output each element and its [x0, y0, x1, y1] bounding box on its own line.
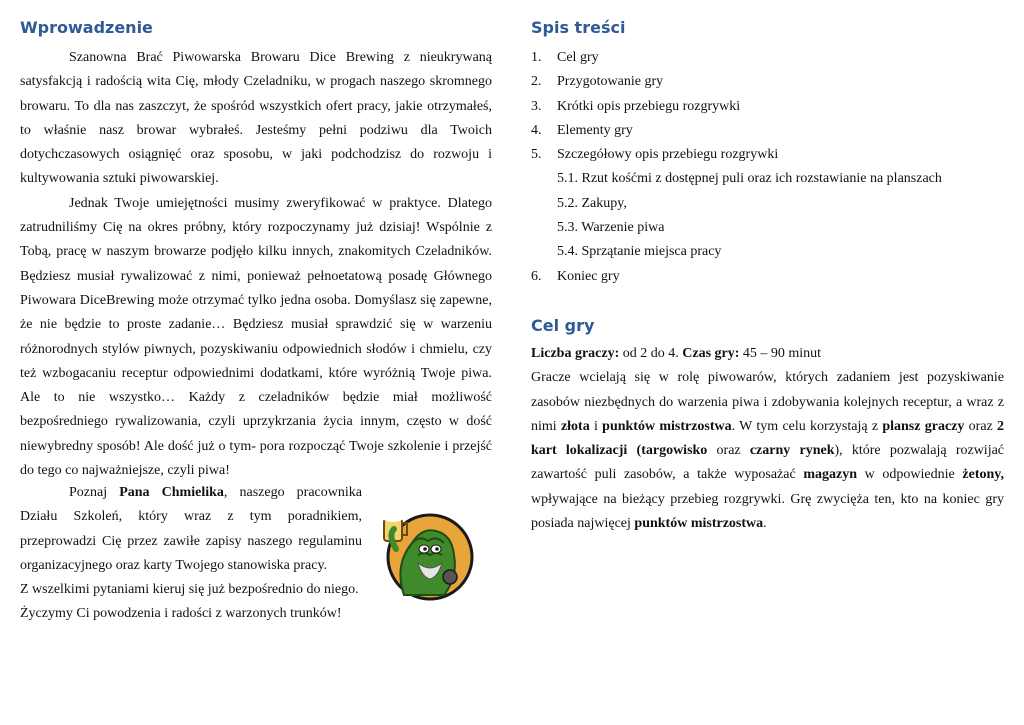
goal-bold: złota — [560, 418, 590, 434]
toc-item-number: 1. — [531, 50, 542, 65]
toc-item-label: Elementy gry — [557, 122, 633, 138]
toc-item-number: 2. — [531, 74, 542, 90]
toc-item-number: 5. — [531, 147, 542, 163]
toc-item-number: 3. — [531, 98, 542, 114]
mascot-name: Pana Chmielika — [119, 485, 224, 500]
table-of-contents — [531, 46, 1004, 289]
goal-heading: Cel gry — [531, 316, 595, 335]
toc-item-number: 4. — [531, 122, 542, 138]
intro-paragraph-5: Życzymy Ci powodzenia i radości z warzonych trunków! — [20, 606, 342, 622]
intro-mascot-text — [20, 481, 362, 627]
toc-item[interactable] — [531, 95, 1004, 119]
hop-mascot-with-beer-icon — [374, 505, 474, 601]
goal-section — [531, 342, 1004, 536]
toc-item-label: Szczegółowy opis przebiegu rozgrywki — [557, 147, 779, 163]
intro-text-span: , naszego pracownika Działu Szkoleń, który wraz z tym poradnikiem, przeprowadzi Cię przez zawiłe zapisy naszego regulaminu organizacyjnego oraz karty Twojego stanowiska pracy. — [20, 485, 362, 573]
toc-subitem[interactable]: 5.1. Rzut kośćmi z dostępnej puli oraz ich rozstawianie na planszach — [557, 171, 942, 187]
goal-bold: punktów mistrzostwa — [602, 418, 732, 434]
goal-paragraph — [531, 366, 1004, 536]
intro-text-span: Poznaj — [69, 485, 120, 500]
goal-text: wpływające na bieżący przebieg rozgrywki. Grę zwycięża ten, kto na koniec gry posiada najwięcej — [531, 491, 1004, 532]
toc-item[interactable] — [531, 143, 1004, 167]
goal-text: oraz — [964, 418, 998, 434]
goal-bold: punktów mistrzostwa — [634, 516, 764, 532]
toc-item-label: Krótki opis przebiegu rozgrywki — [557, 98, 741, 114]
goal-bold: 2 kart lokalizacji (targowisko — [531, 418, 1005, 459]
intro-text — [20, 46, 492, 483]
toc-item-label: Cel gry — [557, 50, 599, 65]
goal-text: ), które pozwalają rozwijać zawartość puli zasobów, a także wyposażać — [531, 443, 1005, 483]
toc-item[interactable] — [531, 119, 1004, 143]
players-value: od 2 do 4. — [619, 346, 683, 361]
toc-item-number: 6. — [531, 268, 542, 284]
toc-subitem[interactable]: 5.4. Sprzątanie miejsca pracy — [557, 244, 722, 260]
toc-item[interactable] — [531, 46, 1004, 70]
goal-text: Gracze wcielają się w rolę piwowarów, których zadaniem jest pozyskiwanie zasobów niezbędnych do warzenia piwa i zdobywania kolejnych receptur, a wraz z nimi — [531, 370, 1004, 434]
intro-paragraph-1: Szanowna Brać Piwowarska Browaru Dice Brewing z nieukrywaną satysfakcją i radością wita Cię, młody Czeladniku, w progach naszego skromnego browaru. To dla nas zaszczyt, że spośród wszystkich ofert pracy, jakie otrzymałeś, to właśnie nasz browar wybrałeś. Jesteśmy pełni podziwu dla Twoich dotychczasowych osiągnięć oraz sposobu, w jaki podchodzisz do rozwoju i kultywowania sztuki piwowarskiej. — [20, 50, 492, 187]
intro-heading: Wprowadzenie — [20, 18, 153, 37]
goal-text: . — [763, 516, 767, 532]
intro-paragraph-3 — [20, 481, 362, 578]
time-value: 45 – 90 minut — [739, 346, 822, 361]
toc-item[interactable] — [531, 265, 1004, 289]
goal-text: w odpowiednie — [857, 467, 963, 483]
toc-item[interactable] — [531, 70, 1004, 94]
goal-bold: magazyn — [803, 467, 858, 483]
goal-bold: plansz graczy — [882, 418, 965, 434]
goal-bold: czarny rynek — [749, 443, 835, 459]
goal-text: oraz — [707, 443, 750, 459]
goal-text: i — [589, 418, 603, 434]
toc-item-label: Przygotowanie gry — [557, 74, 664, 90]
toc-heading: Spis treści — [531, 18, 626, 37]
goal-text: . W tym celu korzystają z — [731, 418, 883, 434]
players-time-line — [531, 342, 1004, 366]
toc-item-label: Koniec gry — [557, 268, 620, 284]
toc-subitem[interactable]: 5.3. Warzenie piwa — [557, 220, 665, 236]
time-label: Czas gry: — [682, 346, 740, 361]
goal-bold: żetony, — [962, 467, 1005, 483]
players-label: Liczba graczy: — [531, 346, 620, 361]
toc-subitem[interactable]: 5.2. Zakupy, — [557, 195, 627, 211]
intro-paragraph-2: Jednak Twoje umiejętności musimy zweryfikować w praktyce. Dlatego zatrudniliśmy Cię na okres próbny, który rozpoczynamy już dzisiaj! Wspólnie z Tobą, pracę w naszym browarze podjęło kilku innych, znakomitych Czeladników. Będziesz musiał rywalizować z nimi, ponieważ pełnoetatową posadę Głównego Piwowara DiceBrewing może otrzymać tylko jedna osoba. Domyślasz się zapewne, że nie będzie to proste zadanie… Będziesz musiał sprawdzić się w warzeniu różnorodnych stylów piwnych, pozyskiwaniu odpowiednich słodów i chmielu, czy też wzbogacaniu receptur odpowiednimi dodatkami, które wyróżnią Twoje piwa. Ale to nie wszystko… Każdy z czeladników będzie miał możliwość bezpośredniego rywalizowania, czyli uprzykrzania życia innym, często w dość niewybredny sposób! Ale dość już o tym- pora rozpocząć Twoje szkolenie i przejść do tego co najważniejsze, czyli piwa! — [20, 195, 492, 479]
intro-paragraph-4: Z wszelkimi pytaniami kieruj się już bezpośrednio do niego. — [20, 582, 359, 598]
